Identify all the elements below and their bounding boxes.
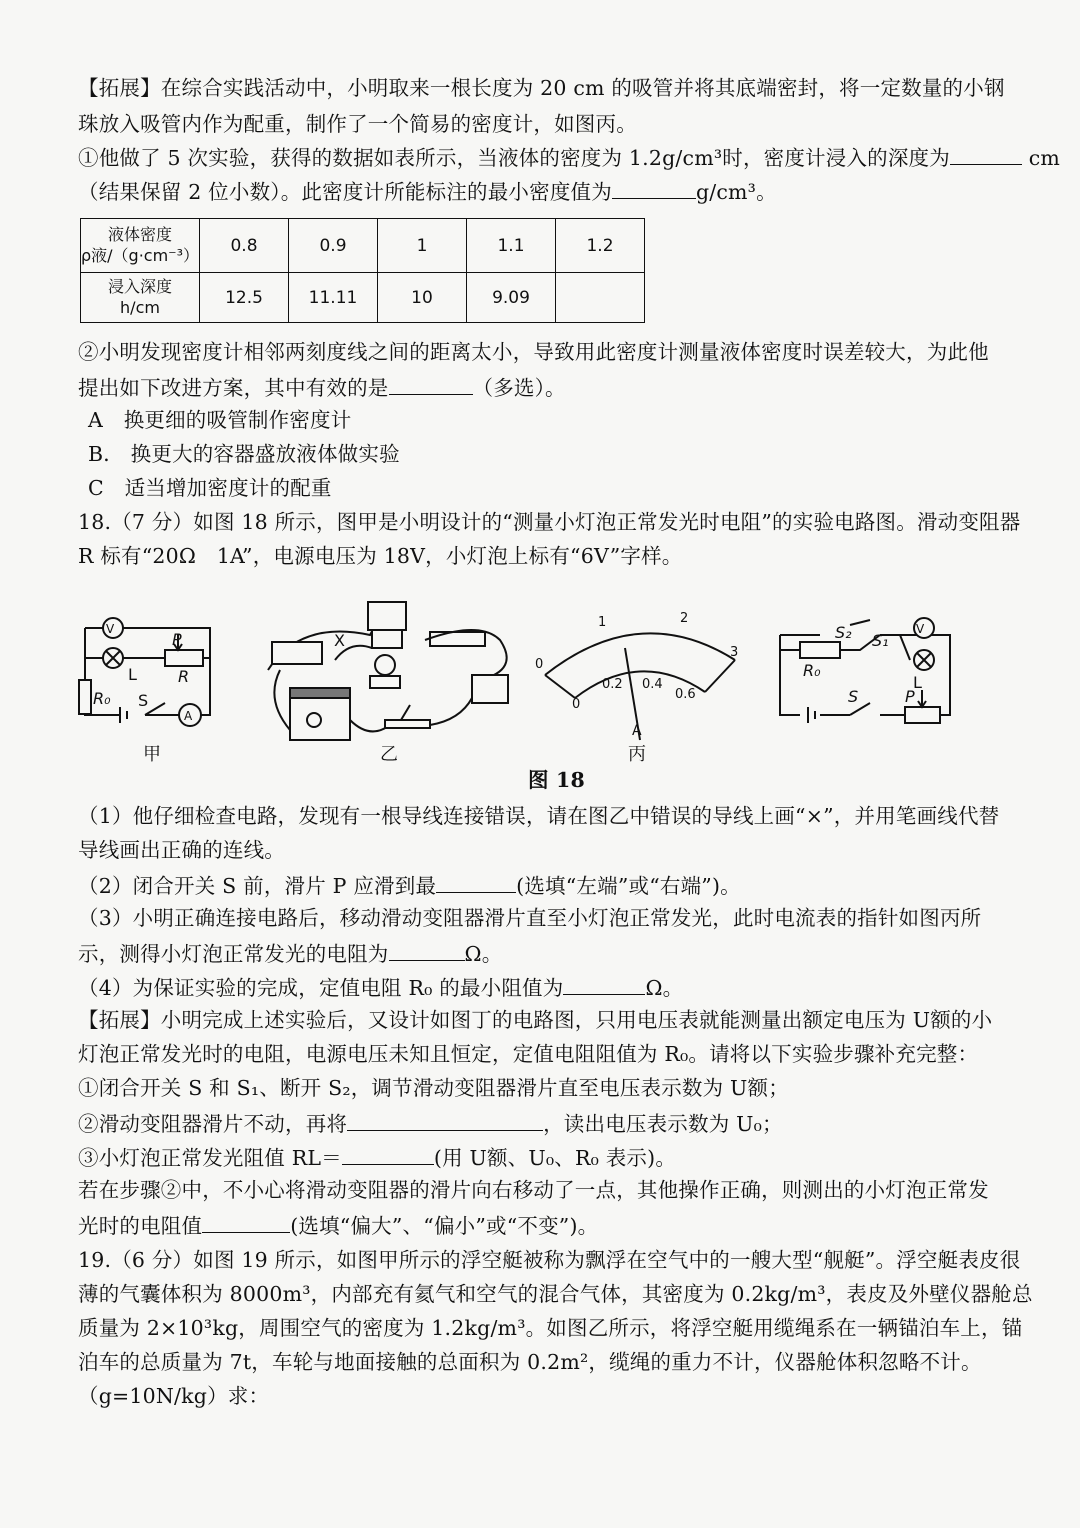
label-l: L [128,665,137,684]
q19-line4: 泊车的总质量为 7t，车轮与地面接触的总面积为 0.2m²，缆绳的重力不计，仪器舱体积忽略不计。 [78,1350,982,1374]
table-row-header: 浸入深度 h/cm [81,273,200,323]
table-cell: 1 [378,219,467,273]
label-l: L [913,673,922,692]
q18-step3: ③小灯泡正常发光阻值 RL＝ (用 U额、U₀、R₀ 表示)。 [78,1146,677,1170]
q19-line5: （g=10N/kg）求： [78,1384,270,1408]
ext1-q1-line2 [78,180,777,203]
label-r0: R₀ [93,689,111,708]
q18-p1-line2: 导线画出正确的连线。 [78,838,285,862]
q18-tail-line1: 若在步骤②中，不小心将滑动变阻器的滑片向右移动了一点，其他操作正确，则测出的小灯泡正常发 [78,1178,989,1202]
table-cell: 1.1 [467,219,556,273]
rheostat-icon [905,707,940,723]
q18-line2: R 标有“20Ω 1A”，电源电压为 18V，小灯泡上标有“6V”字样。 [78,544,683,568]
q19-line1: 19.（6 分）如图 19 所示，如图甲所示的浮空艇被称为飘浮在空气中的一艘大型“舰艇”。浮空艇表皮很 [78,1248,1021,1272]
ammeter-device-icon [472,675,508,703]
table-row [81,219,645,273]
table-cell-blank[interactable] [556,273,645,323]
q1-b-unit: g/cm³。 [695,180,777,204]
scale-label: 1 [598,615,607,630]
label-p: P [172,630,182,649]
label-p: P [905,687,915,706]
label-s1: S₁ [872,631,889,650]
scale-label: 0 [535,657,544,672]
rheostat-device-icon [430,632,485,646]
q18-line1: 18.（7 分）如图 18 所示，图甲是小明设计的“测量小灯泡正常发光时电阻”的实验电路图。滑动变阻器 [78,510,1021,534]
label-jia: 甲 [143,744,161,765]
table-cell: 1.2 [556,219,645,273]
answer-blank-resistance[interactable] [389,942,465,961]
apparatus-yi [268,602,508,740]
option-b: B． 换更大的容器盛放液体做实验 [88,442,400,466]
scale-label: 3 [730,645,739,660]
ext1-q2-line2: 提出如下改进方案，其中有效的是 （多选）。 [78,376,566,400]
q1-text-b: （结果保留 2 位小数）。此密度计所能标注的最小密度值为 [78,180,612,204]
label-s: S [138,691,149,710]
bulb-icon [375,655,395,675]
rheostat-icon [165,650,203,666]
table-cell: 11.11 [289,273,378,323]
table-cell: 10 [378,273,467,323]
q18-p1-line1: （1）他仔细检查电路，发现有一根导线连接错误，请在图乙中错误的导线上画“×”，并用笔画线代替 [78,804,1000,828]
label-x: X [334,631,345,650]
label-v: V [106,622,115,636]
answer-blank-step2[interactable] [347,1112,543,1131]
label-r: R [178,667,190,686]
table-cell: 0.8 [200,219,289,273]
label-s2: S₂ [835,623,852,642]
figure-caption: 图 18 [528,768,585,792]
label-s: S [848,687,859,706]
q18-p3-line2: 示，测得小灯泡正常发光的电阻为 Ω。 [78,942,503,966]
answer-blank-depth[interactable] [950,146,1022,165]
label-yi: 乙 [380,744,398,765]
q18-step1: ①闭合开关 S 和 S₁、断开 S₂，调节滑动变阻器滑片直至电压表示数为 U额； [78,1076,789,1100]
label-a: A [184,709,193,723]
scale-label: 0 [572,697,581,712]
q18-ext-line2: 灯泡正常发光时的电阻，电源电压未知且恒定，定值电阻阻值为 R₀。请将以下实验步骤补充完整： [78,1042,979,1066]
q18-ext-line1: 【拓展】小明完成上述实验后，又设计如图丁的电路图，只用电压表就能测量出额定电压为 U额的小 [78,1008,993,1032]
table-cell: 9.09 [467,273,556,323]
q18-p4: （4）为保证实验的完成，定值电阻 R₀ 的最小阻值为 Ω。 [78,976,684,1000]
answer-blank-deviation[interactable] [202,1214,290,1233]
answer-blank-min-density[interactable] [612,180,696,199]
option-c: C 适当增加密度计的配重 [88,476,332,500]
density-data-table [80,218,645,323]
q18-tail-line2: 光时的电阻值 (选填“偏大”、“偏小”或“不变”)。 [78,1214,599,1238]
label-r0: R₀ [803,661,821,680]
table-cell: 0.9 [289,219,378,273]
table-row [81,273,645,323]
q19-line3: 质量为 2×10³kg，周围空气的密度为 1.2kg/m³。如图乙所示，将浮空艇用缆绳系在一辆锚泊车上，锚 [78,1316,1023,1340]
answer-blank-rl[interactable] [342,1146,434,1165]
q18-p3-line1: （3）小明正确连接电路后，移动滑动变阻器滑片直至小灯泡正常发光，此时电流表的指针如图丙所 [78,906,982,930]
resistor-r0-icon [79,680,91,714]
ext1-q2-line1: ②小明发现密度计相邻两刻度线之间的距离太小，导致用此密度计测量液体密度时误差较大，为此他 [78,340,989,364]
table-cell: 12.5 [200,273,289,323]
label-v: V [916,622,925,636]
scale-label: 2 [680,611,689,626]
ext1-line1: 【拓展】在综合实践活动中，小明取来一根长度为 20 cm 的吸管并将其底端密封，将一定数量的小钢 [78,76,1005,100]
q19-line2: 薄的气囊体积为 8000m³，内部充有氦气和空气的混合气体，其密度为 0.2kg/m³，表皮及外壁仪器舱总 [78,1282,1033,1306]
answer-blank-multi[interactable] [389,376,473,395]
q18-step2: ②滑动变阻器滑片不动，再将 ，读出电压表示数为 U₀； [78,1112,783,1136]
table-row-header: 液体密度 ρ液/（g·cm⁻³） [81,219,200,273]
label-bing: 丙 [628,744,646,765]
scale-label: 0.4 [642,677,663,692]
q1-unit: cm [1028,146,1061,170]
voltmeter-device-icon [368,602,406,630]
label-a: A [632,723,642,739]
option-a: A 换更细的吸管制作密度计 [88,408,352,432]
ext1-line2: 珠放入吸管内作为配重，制作了一个简易的密度计，如图丙。 [78,112,637,136]
resistor-r0-icon [800,642,840,658]
scale-label: 0.6 [675,687,696,702]
q1-text-a: ①他做了 5 次实验，获得的数据如表所示，当液体的密度为 1.2g/cm³时，密度计浸入的深度为 [78,146,950,170]
figure-18 [0,580,1080,800]
ext1-q1-line1 [78,146,1060,169]
q18-p2: （2）闭合开关 S 前，滑片 P 应滑到最 (选填“左端”或“右端”)。 [78,874,741,898]
switch-device-icon [385,720,430,728]
answer-blank-r0-min[interactable] [563,976,645,995]
answer-blank-slider-end[interactable] [436,874,516,893]
scale-label: 0.2 [602,677,623,692]
